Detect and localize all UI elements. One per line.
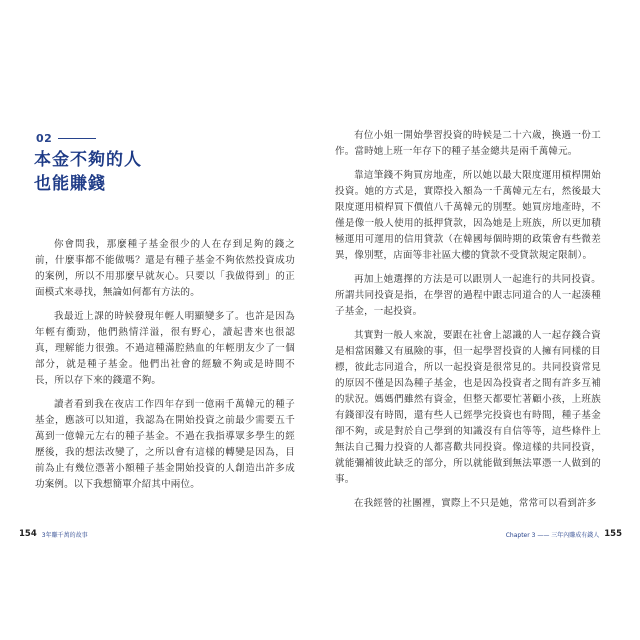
chapter-number-text: 02 bbox=[36, 132, 53, 145]
paragraph: 讀者看到我在夜店工作四年存到一億兩千萬韓元的種子基金，應該可以知道，我認為在開始投資之前最少需要五千萬到一億韓元左右的種子基金。不過在我指導眾多學生的經歷後，我的想法改變了，之所以會有這樣的轉變是因為，目前為止有幾位憑著小額種子基金開始投資的人創造出許多成功案例。以下我想簡單介紹其中兩位。 bbox=[35, 399, 295, 490]
right-body-text bbox=[335, 128, 601, 520]
running-head-right: Chapter 3 —— 三年內賺成有錢人 bbox=[505, 531, 600, 539]
paragraph: 在我經營的社團裡，實際上不只是她，常常可以看到許多 bbox=[354, 498, 597, 509]
chapter-title-line-2: 也能賺錢 bbox=[34, 174, 106, 194]
page-number-left: 154 bbox=[19, 529, 37, 539]
chapter-number bbox=[36, 132, 96, 145]
right-footer bbox=[506, 529, 622, 539]
paragraph: 我最近上課的時候發現年輕人明顯變多了。也許是因為年輕有衝勁，他們熱情洋溢，很有野心，讀起書來也很認真，理解能力很強。不過這種滿腔熱血的年輕朋友少了一個部分，就是種子基金。他們出社會的經驗不夠或是時間不長，所以存下來的錢還不夠。 bbox=[35, 311, 295, 386]
left-body-text bbox=[35, 237, 295, 501]
chapter-title-line-1: 本金不夠的人 bbox=[34, 150, 142, 170]
chapter-rule bbox=[58, 138, 96, 139]
paragraph: 有位小姐一開始學習投資的時候是二十六歲，換過一份工作。當時她上班一年存下的種子基金總共是兩千萬韓元。 bbox=[335, 130, 601, 157]
paragraph: 其實對一般人來說，要跟在社會上認識的人一起存錢合資是相當困難又有風險的事，但一起學習投資的人擁有同樣的目標，彼此志同道合，所以一起投資是很常見的。共同投資常見的原因不僅是因為種子基金，也是因為投資者之間有許多互補的狀況。媽媽們雖然有資金，但整天都要忙著顧小孩，上班族有錢卻沒有時間，還有些人已經學完投資也有時間，種子基金卻不夠，或是對於自己學到的知識沒有自信等等，這些條件上無法自己獨力投資的人都喜歡共同投資。像這樣的共同投資，就能彌補彼此缺乏的部分，所以就能做到無法單憑一人做到的事。 bbox=[335, 330, 601, 485]
paragraph: 再加上她選擇的方法是可以跟別人一起進行的共同投資。所謂共同投資是指，在學習的過程中跟志同道合的人一起湊種子基金，一起投資。 bbox=[335, 274, 601, 317]
paragraph: 你會問我，那麼種子基金很少的人在存到足夠的錢之前，什麼事都不能做嗎？還是有種子基金不夠依然投資成功的案例，所以不用那麼早就灰心。只要以「我做得到」的正面模式來尋找，無論如何都有方法的。 bbox=[35, 239, 295, 298]
right-page bbox=[320, 104, 628, 539]
chapter-title bbox=[34, 148, 142, 196]
running-head-left: 3年賺千萬的故事 bbox=[41, 531, 88, 539]
left-page bbox=[12, 104, 320, 539]
paragraph: 靠這筆錢不夠買房地產，所以她以最大限度運用槓桿開始投資。她的方式是，實際投入額為一千萬韓元左右，然後最大限度運用槓桿買下價值八千萬韓元的別墅。她買房地產時，不僅是像一般人使用的抵押貸款，因為她是上班族，所以更加積極運用可運用的信用貸款（在韓國每個時期的政策會有些微差異，像別墅，店面等非社區大樓的貸款不受貸款規定限制）。 bbox=[335, 170, 601, 261]
left-footer bbox=[19, 529, 88, 539]
page-number-right: 155 bbox=[604, 529, 622, 539]
